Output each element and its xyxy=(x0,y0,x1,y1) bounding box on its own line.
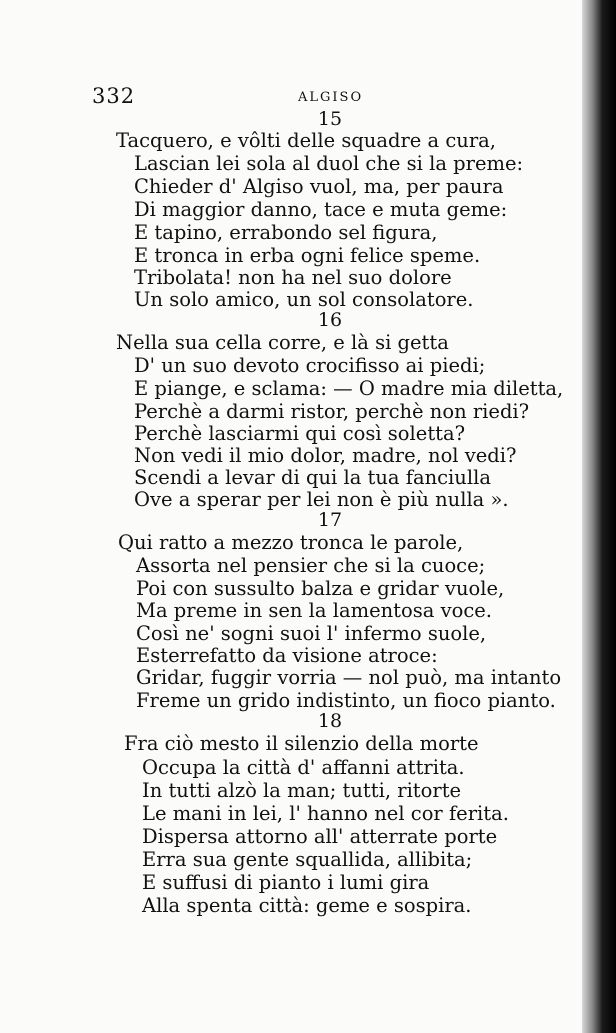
stanza-number: 18 xyxy=(317,710,343,732)
verse-line: Tribolata! non ha nel suo dolore xyxy=(134,266,452,289)
page-edge-shadow xyxy=(582,0,616,1033)
verse-line: E tapino, errabondo sel figura, xyxy=(134,221,438,244)
stanza-number: 17 xyxy=(317,509,343,531)
verse-line: Ma preme in sen la lamentosa voce. xyxy=(136,599,492,622)
verse-line: Fra ciò mesto il silenzio della morte xyxy=(124,732,479,755)
stanza-number: 16 xyxy=(317,309,343,331)
verse-line: Non vedi il mio dolor, madre, nol vedi? xyxy=(134,444,517,467)
verse-line: Freme un grido indistinto, un fioco pianto. xyxy=(136,689,556,712)
verse-line: Un solo amico, un sol consolatore. xyxy=(134,288,474,311)
verse-line: Alla spenta città: geme e sospira. xyxy=(142,894,472,917)
verse-line: In tutti alzò la man; tutti, ritorte xyxy=(142,779,462,802)
stanza-number: 15 xyxy=(317,108,343,130)
verse-line: E suffusi di pianto i lumi gira xyxy=(142,871,430,894)
verse-line: E piange, e sclama: — O madre mia diletta, xyxy=(134,377,564,400)
verse-line: Lascian lei sola al duol che si la preme: xyxy=(134,152,524,175)
verse-line: Perchè lasciarmi qui così soletta? xyxy=(134,422,466,445)
verse-line: Assorta nel pensier che si la cuoce; xyxy=(136,554,486,577)
verse-line: Esterrefatto da visione atroce: xyxy=(136,644,438,667)
verse-line: Nella sua cella corre, e là si getta xyxy=(116,331,449,354)
page-header xyxy=(0,84,582,108)
verse-line: Perchè a darmi ristor, perchè non riedi? xyxy=(134,400,530,423)
verse-line: Erra sua gente squallida, allibita; xyxy=(142,848,473,871)
verse-line: Chieder d' Algiso vuol, ma, per paura xyxy=(134,175,504,198)
verse-line: Scendi a levar di qui la tua fanciulla xyxy=(134,466,491,489)
verse-line: D' un suo devoto crocifisso ai piedi; xyxy=(134,354,486,377)
verse-line: Di maggior danno, tace e muta geme: xyxy=(134,198,508,221)
verse-line: Le mani in lei, l' hanno nel cor ferita. xyxy=(142,802,509,825)
verse-line: E tronca in erba ogni felice speme. xyxy=(134,244,481,267)
verse-line: Tacquero, e vôlti delle squadre a cura, xyxy=(116,129,496,152)
verse-line: Qui ratto a mezzo tronca le parole, xyxy=(118,531,464,554)
running-title: ALGISO xyxy=(298,90,364,105)
verse-line: Dispersa attorno all' atterrate porte xyxy=(142,825,498,848)
verse-line: Ove a sperar per lei non è più nulla ». xyxy=(134,488,509,511)
verse-line: Gridar, fuggir vorria — nol può, ma intanto xyxy=(136,666,562,689)
page-number: 332 xyxy=(92,84,136,108)
verse-line: Occupa la città d' affanni attrita. xyxy=(142,756,465,779)
verse-line: Poi con sussulto balza e gridar vuole, xyxy=(136,577,505,600)
verse-line: Così ne' sogni suoi l' infermo suole, xyxy=(136,622,487,645)
